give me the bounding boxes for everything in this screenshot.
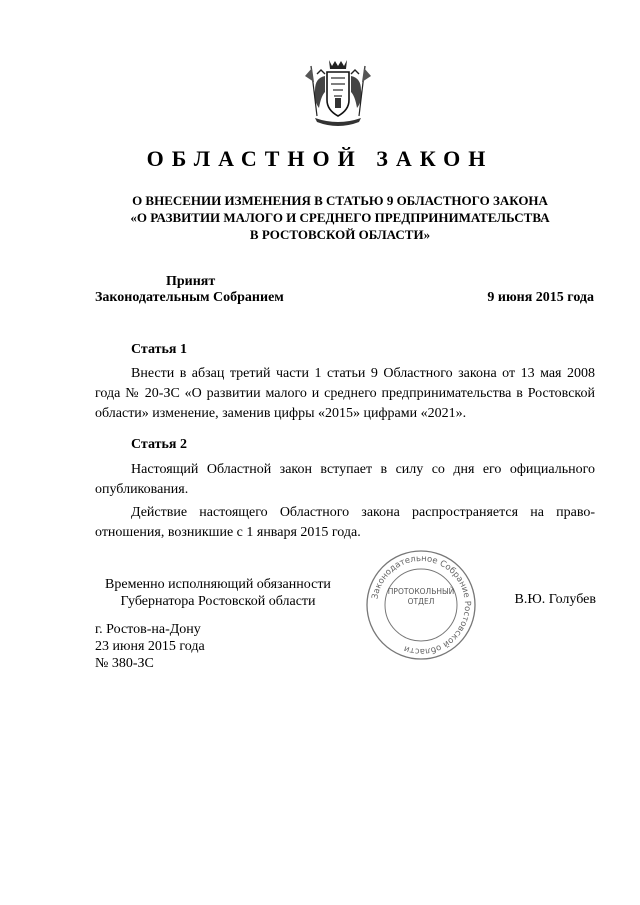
adopted-date: 9 июня 2015 года	[487, 290, 594, 305]
article-2-heading: Статья 2	[131, 437, 187, 452]
signatory-title-line: Губернатора Ростовской области	[120, 594, 316, 609]
article-2-paragraph-1: Настоящий Областной закон вступает в силу со дня его официального опубликования.	[95, 462, 595, 497]
rostov-region-coat-of-arms-icon	[303, 56, 373, 128]
subtitle-line: «О РАЗВИТИИ МАЛОГО И СРЕДНЕГО ПРЕДПРИНИМАТЕЛЬСТВА	[130, 210, 550, 225]
article-2-paragraph-2: Действие настоящего Областного закона распространяется на право-отношения, возникшие с 1 января 2015 года.	[95, 505, 595, 540]
signatory-title	[80, 576, 356, 610]
law-number: № 380-ЗС	[95, 656, 154, 671]
law-subtitle	[100, 192, 580, 243]
subtitle-line: В РОСТОВСКОЙ ОБЛАСТИ»	[249, 227, 431, 242]
article-1-heading: Статья 1	[131, 342, 187, 357]
adopted-body: Законодательным Собранием	[95, 290, 284, 305]
signing-date: 23 июня 2015 года	[95, 639, 205, 654]
article-1-paragraph: Внести в абзац третий части 1 статьи 9 Областного закона от 13 мая 2008 года № 20-ЗС «О развитии малого и среднего предпринимательства в Ростовской области» изменение, заменив цифры «2015» цифрами «2021».	[95, 366, 595, 421]
stamp-ring-text: Законодательное Собрание Ростовской области	[370, 553, 473, 657]
stamp-center-line: ПРОТОКОЛЬНЫЙ	[387, 587, 455, 596]
document-footer	[95, 621, 205, 672]
stamp-center-text	[376, 587, 466, 607]
subtitle-line: О ВНЕСЕНИИ ИЗМЕНЕНИЯ В СТАТЬЮ 9 ОБЛАСТНОГО ЗАКОНА	[132, 193, 548, 208]
place-of-signing: г. Ростов-на-Дону	[95, 622, 201, 637]
signatory-name: В.Ю. Голубев	[514, 592, 596, 607]
adopted-label: Принят	[166, 274, 216, 289]
signatory-title-line: Временно исполняющий обязанности	[105, 577, 331, 592]
document-title: ОБЛАСТНОЙ ЗАКОН	[146, 146, 494, 171]
stamp-center-line: ОТДЕЛ	[407, 597, 435, 606]
